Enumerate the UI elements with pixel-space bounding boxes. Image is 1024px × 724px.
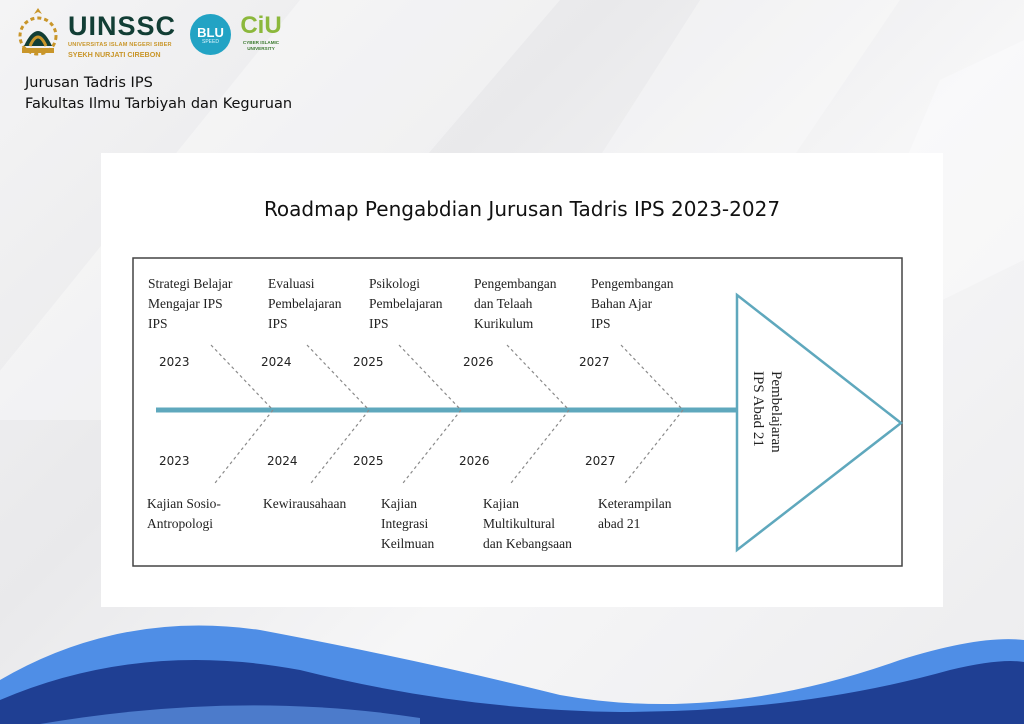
bottom-year-2027: 2027: [585, 454, 616, 468]
fishbone-diagram: [101, 153, 943, 607]
top-topic-2026-line-1: Pengembangan: [474, 276, 557, 291]
top-topic-2025-line-2: Pembelajaran: [369, 296, 443, 311]
roadmap-card: [101, 153, 943, 607]
top-year-2023: 2023: [159, 355, 190, 369]
top-year-2024: 2024: [261, 355, 292, 369]
university-subtitle: UNIVERSITAS ISLAM NEGERI SIBER: [68, 42, 172, 48]
goal-text-line-2: IPS Abad 21: [750, 371, 766, 447]
top-year-2027: 2027: [579, 355, 610, 369]
bottom-topic-2027-line-2: abad 21: [598, 516, 641, 531]
bottom-topic-2025-line-2: Integrasi: [381, 516, 429, 531]
top-topic-2023-line-3: IPS: [148, 316, 168, 331]
bottom-topic-2023-line-1: Kajian Sosio-: [147, 496, 221, 511]
top-topic-2024-line-1: Evaluasi: [268, 276, 315, 291]
blu-sub: SPEED: [202, 39, 219, 45]
bottom-year-2025: 2025: [353, 454, 384, 468]
top-topic-2024-line-3: IPS: [268, 316, 288, 331]
bottom-year-2024: 2024: [267, 454, 298, 468]
ciu-label: CiU: [240, 12, 282, 39]
ciu-line2: UNIVERSITY: [247, 46, 275, 51]
bottom-topic-2024-line-1: Kewirausahaan: [263, 496, 347, 511]
header-logos: [14, 6, 334, 70]
top-topic-2024-line-2: Pembelajaran: [268, 296, 342, 311]
uinssc-emblem-icon: [14, 6, 62, 62]
bottom-branch-2027: [625, 410, 683, 483]
top-topic-2026-line-3: Kurikulum: [474, 316, 534, 331]
bottom-year-2026: 2026: [459, 454, 490, 468]
bottom-topic-2026-line-2: Multikultural: [483, 516, 555, 531]
top-branch-2025: [399, 345, 461, 410]
top-year-2025: 2025: [353, 355, 384, 369]
top-year-2026: 2026: [463, 355, 494, 369]
blu-label: BLU: [197, 25, 224, 40]
bottom-branch-2026: [511, 410, 569, 483]
bottom-branch-2024: [311, 410, 369, 483]
bottom-topic-2025-line-1: Kajian: [381, 496, 417, 511]
top-branch-2026: [507, 345, 569, 410]
blu-badge: [190, 14, 231, 55]
university-name: UINSSC: [68, 11, 177, 41]
bottom-topic-2027-line-1: Keterampilan: [598, 496, 672, 511]
top-topic-2025-line-1: Psikologi: [369, 276, 421, 291]
top-topic-2027-line-1: Pengembangan: [591, 276, 674, 291]
department-name: Jurusan Tadris IPS: [25, 75, 153, 91]
goal-text-line-1: Pembelajaran: [768, 371, 784, 453]
top-topic-2025-line-3: IPS: [369, 316, 389, 331]
bottom-branch-2025: [403, 410, 461, 483]
ciu-line1: CYBER ISLAMIC: [242, 40, 280, 45]
bottom-topic-2025-line-3: Keilmuan: [381, 536, 435, 551]
top-topic-2023-line-1: Strategi Belajar: [148, 276, 233, 291]
top-topic-2026-line-2: dan Telaah: [474, 296, 533, 311]
bottom-topic-2026-line-3: dan Kebangsaan: [483, 536, 572, 551]
university-subtitle-2: SYEKH NURJATI CIREBON: [68, 50, 161, 59]
bottom-year-2023: 2023: [159, 454, 190, 468]
bottom-wave-decoration: [0, 600, 1024, 724]
ciu-logo: [240, 12, 282, 64]
roadmap-title: Roadmap Pengabdian Jurusan Tadris IPS 2023-2027: [263, 197, 781, 221]
top-topic-2023-line-2: Mengajar IPS: [148, 296, 223, 311]
bottom-branch-2023: [215, 410, 273, 483]
bottom-topic-2026-line-1: Kajian: [483, 496, 519, 511]
bottom-topic-2023-line-2: Antropologi: [147, 516, 213, 531]
faculty-name: Fakultas Ilmu Tarbiyah dan Keguruan: [25, 96, 293, 112]
top-branch-2027: [621, 345, 683, 410]
top-topic-2027-line-3: IPS: [591, 316, 611, 331]
department-info: [25, 73, 292, 115]
top-topic-2027-line-2: Bahan Ajar: [591, 296, 653, 311]
